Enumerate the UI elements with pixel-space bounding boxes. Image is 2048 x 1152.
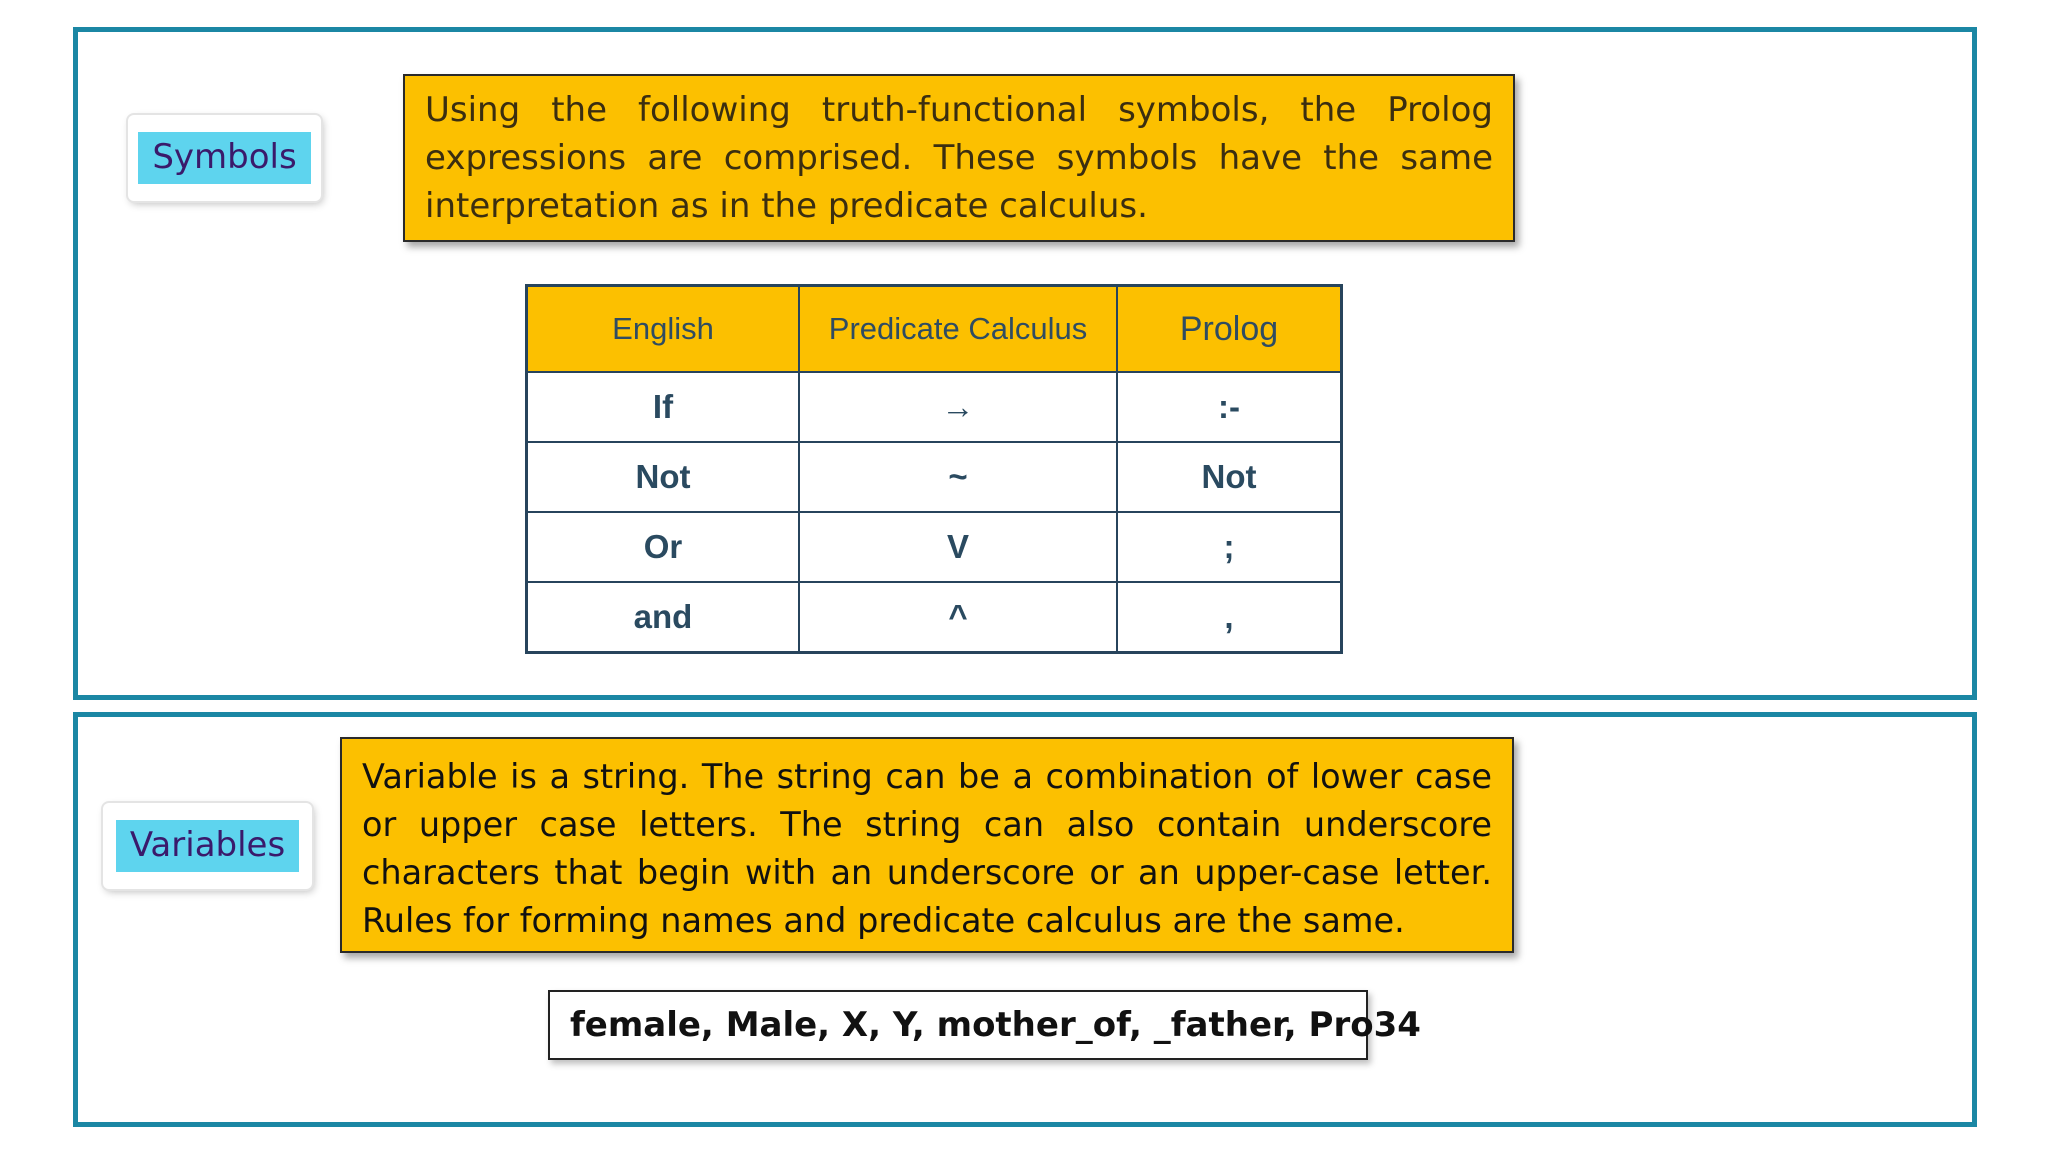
table-row bbox=[527, 582, 1342, 653]
table-row bbox=[527, 512, 1342, 582]
cell-english: and bbox=[527, 582, 800, 653]
variables-description: Variable is a string. The string can be a combination of lower case or upper case letters. The string can also contain underscore characters that begin with an underscore or an upper-case letter. Rules for forming names and predicate calculus are the same. bbox=[340, 737, 1514, 953]
cell-prolog: Not bbox=[1117, 442, 1342, 512]
cell-predicate-calculus: V bbox=[799, 512, 1117, 582]
symbols-tag-card bbox=[128, 115, 321, 201]
variables-tag-card bbox=[103, 803, 312, 889]
table-header-row bbox=[527, 286, 1342, 373]
table-row bbox=[527, 442, 1342, 512]
cell-prolog: ; bbox=[1117, 512, 1342, 582]
cell-prolog: :- bbox=[1117, 372, 1342, 442]
cell-predicate-calculus: ~ bbox=[799, 442, 1117, 512]
header-predicate-calculus: Predicate Calculus bbox=[799, 286, 1117, 373]
cell-english: If bbox=[527, 372, 800, 442]
header-english: English bbox=[527, 286, 800, 373]
symbols-description: Using the following truth-functional symbols, the Prolog expressions are comprised. These symbols have the same interpretation as in the predicate calculus. bbox=[403, 74, 1515, 242]
variables-tag-label: Variables bbox=[116, 820, 299, 871]
symbols-table bbox=[525, 284, 1343, 654]
variable-examples: female, Male, X, Y, mother_of, _father, Pro34 bbox=[548, 990, 1368, 1060]
cell-english: Or bbox=[527, 512, 800, 582]
symbols-tag-label: Symbols bbox=[138, 132, 310, 183]
table-row bbox=[527, 372, 1342, 442]
cell-predicate-calculus: → bbox=[799, 372, 1117, 442]
cell-prolog: , bbox=[1117, 582, 1342, 653]
cell-predicate-calculus: ^ bbox=[799, 582, 1117, 653]
header-prolog: Prolog bbox=[1117, 286, 1342, 373]
cell-english: Not bbox=[527, 442, 800, 512]
